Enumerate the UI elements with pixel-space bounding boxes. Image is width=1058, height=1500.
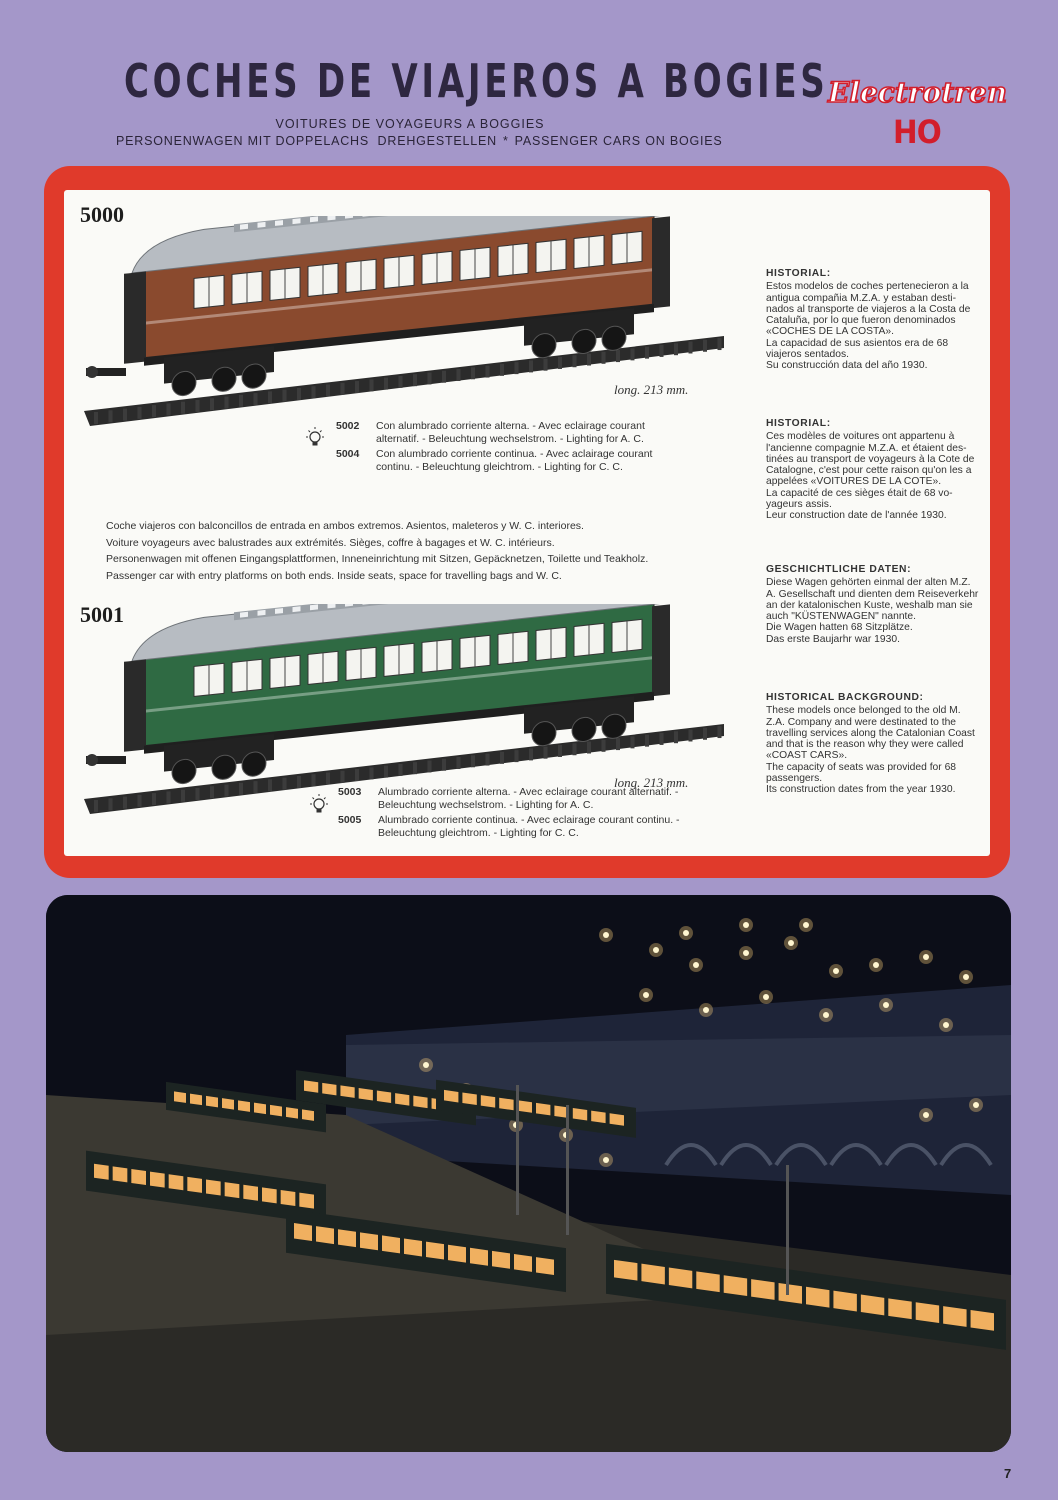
length-label: long. 213 mm. [614, 775, 689, 790]
brand-logo [826, 72, 1010, 112]
variant-text: Con alumbrado corriente continua. - Avec aclairage courant continu. - Beleuchtung gleichtrom. - Lighting for C. C. [376, 448, 653, 474]
subtitle-french: VOITURES DE VOYAGEURS A BOGGIES [275, 117, 545, 131]
product-card [44, 166, 1010, 878]
history-spanish [766, 268, 981, 372]
page-number: 7 [1004, 1466, 1012, 1481]
product-card-inner [64, 190, 990, 856]
light-bulb-icon [308, 793, 330, 819]
description-en: Passenger car with entry platforms on both ends. Inside seats, space for travelling bags and W. C. [106, 569, 562, 582]
variant-text: Alumbrado corriente continua. - Avec eclairage courant continu. - Beleuchtung gleichtrom. - Lighting for C. C. [378, 814, 680, 840]
history-heading: HISTORIAL: [766, 268, 831, 279]
variant-5002 [336, 420, 696, 448]
variant-text: Alumbrado corriente alterna. - Avec eclairage courant alternatif. - Beleuchtung wechselstrom. - Lighting for A. C. [378, 786, 679, 812]
brown-passenger-car-image [84, 216, 724, 446]
product-description [106, 518, 706, 584]
subtitle-english: PASSENGER CARS ON BOGIES [514, 134, 723, 148]
description-de: Personenwagen mit offenen Eingangsplattformen, Inneneinrichtung mit Sitzen, Gepäcknetzen, Toilette und Teakholz. [106, 553, 649, 566]
length-label: long. 213 mm. [614, 382, 689, 397]
model-number-5000: 5000 [80, 202, 124, 227]
description-fr: Voiture voyageurs avec balustrades aux extrémités. Sièges, coffre à bagages et W. C. intérieurs. [106, 536, 555, 549]
variant-5003 [338, 786, 698, 814]
variant-code: 5005 [338, 814, 362, 826]
history-body: Diese Wagen gehörten einmal der alten M.Z. A. Gesellschaft und dienten dem Reiseverkehr an der katalonischen Kuste, weshalb man sie auch "KÜSTENWAGEN" nannte. Die Wagen hatten 68 Sitzplätze. Das erste Baujarhr war 1930. [766, 577, 979, 645]
subtitle-german: PERSONENWAGEN MIT DOPPELACHS DREHGESTELLEN [116, 134, 497, 148]
description-es: Coche viajeros con balconcillos de entrada en ambos extremos. Asientos, maleteros y W. C. interiores. [106, 520, 584, 532]
variant-code: 5002 [336, 420, 360, 432]
night-layout-photo [46, 895, 1011, 1452]
variant-text: Con alumbrado corriente alterna. - Avec eclairage courant alternatif. - Beleuchtung wechselstrom. - Lighting for A. C. [376, 420, 645, 446]
variant-5005 [338, 814, 698, 842]
history-body: Ces modèles de voitures ont appartenu à l'ancienne compagnie M.Z.A. et étaient des- tinées au transport de voyageurs à la Cote de Catalogne, c'est pour cette raison qu'on les a appelées «VOITURES DE LA COTE». La capacité de ces sièges était de 68 vo- yageurs assis. Leur construction date de l'année 1930. [766, 431, 975, 522]
brand-scale: HO [893, 113, 941, 151]
model-number-5001: 5001 [80, 602, 124, 627]
history-heading: HISTORICAL BACKGROUND: [766, 692, 924, 703]
history-french [766, 418, 981, 522]
history-body: These models once belonged to the old M. Z.A. Company and were destinated to the travelling services along the Catalonian Coast and that is the reason why they were called «COAST CARS». The capacity of seats was provided for 68 passengers. Its construction dates from the year 1930. [766, 705, 975, 796]
separator-asterisk: * [503, 134, 509, 148]
page-title: COCHES DE VIAJEROS A BOGIES [124, 54, 829, 108]
history-body: Estos modelos de coches pertenecieron a la antigua compañia M.Z.A. y estaban desti- nados al transporte de viajeros a la Costa de Cataluña, por lo que fueron denominados «COCHES DE LA COSTA». La capacidad de sus asientos era de 68 viajeros sentados. Su construcción data del año 1930. [766, 281, 971, 372]
variant-5004 [336, 448, 696, 476]
history-english [766, 692, 981, 796]
variant-code: 5004 [336, 448, 360, 460]
history-heading: HISTORIAL: [766, 418, 831, 429]
variant-code: 5003 [338, 786, 362, 798]
history-heading: GESCHICHTLICHE DATEN: [766, 564, 912, 575]
brand-name: Electrotren [828, 76, 1008, 109]
subtitle-line [116, 134, 776, 148]
light-bulb-icon [304, 426, 326, 452]
history-german [766, 564, 981, 645]
